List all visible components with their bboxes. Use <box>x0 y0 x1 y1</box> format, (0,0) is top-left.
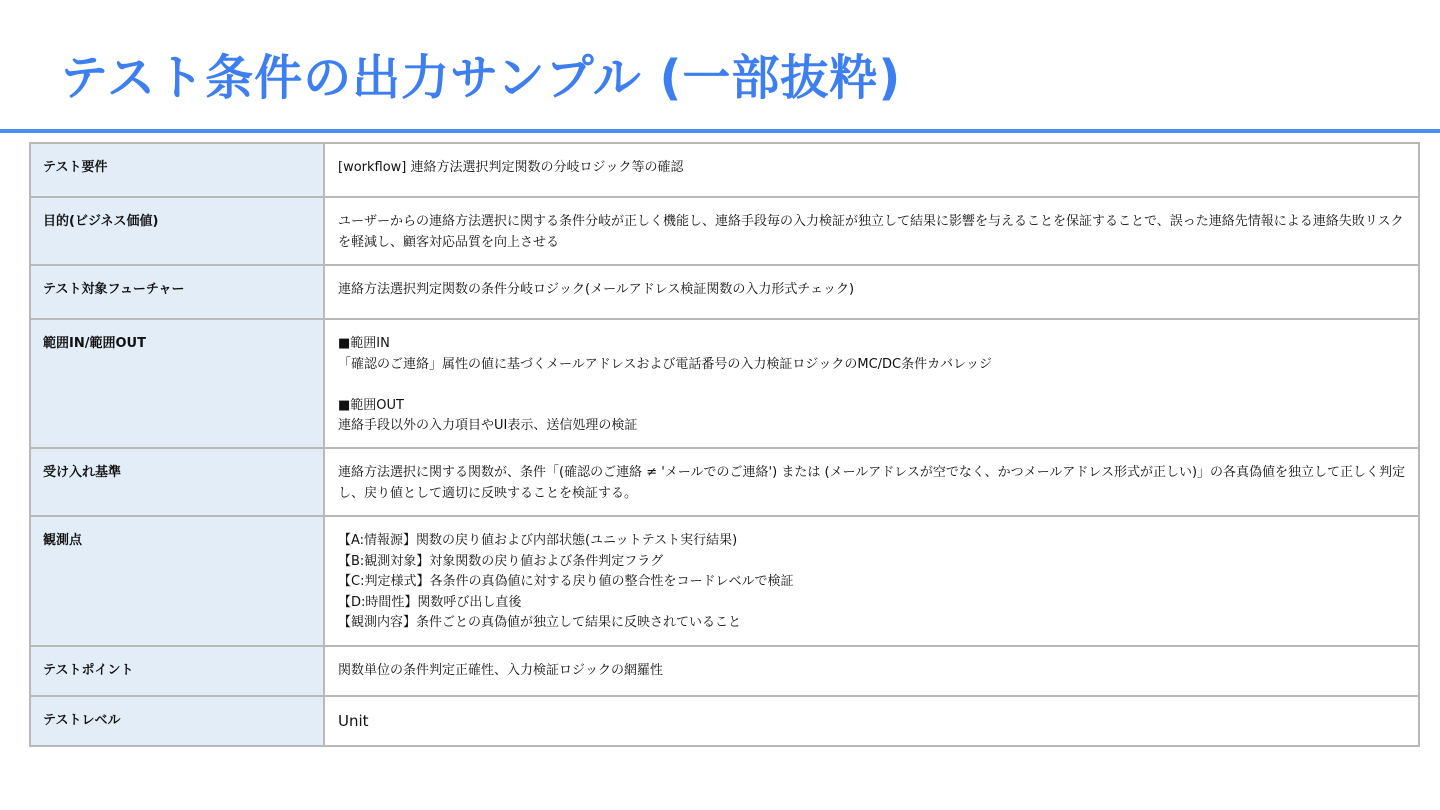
table-row-test-points <box>30 646 1419 696</box>
table-row-observation-points <box>30 516 1419 646</box>
row-value: ■範囲IN 「確認のご連絡」属性の値に基づくメールアドレスおよび電話番号の入力検証ロジックのMC/DC条件カバレッジ ■範囲OUT 連絡手段以外の入力項目やUI表示、送信処理の検証 <box>324 319 1419 448</box>
row-label: 範囲IN/範囲OUT <box>30 319 324 448</box>
table-row-purpose <box>30 197 1419 265</box>
row-label: テストレベル <box>30 696 324 746</box>
row-value: Unit <box>324 696 1419 746</box>
table-row-target-feature <box>30 265 1419 319</box>
row-label: 目的(ビジネス価値) <box>30 197 324 265</box>
row-value: 関数単位の条件判定正確性、入力検証ロジックの網羅性 <box>324 646 1419 696</box>
table-row-scope <box>30 319 1419 448</box>
row-label: テスト要件 <box>30 143 324 197</box>
table-row-test-level <box>30 696 1419 746</box>
row-label: 観測点 <box>30 516 324 646</box>
row-value: 連絡方法選択判定関数の条件分岐ロジック(メールアドレス検証関数の入力形式チェック) <box>324 265 1419 319</box>
test-condition-table <box>29 142 1420 747</box>
page-title: テスト条件の出力サンプル (一部抜粋) <box>60 50 902 106</box>
table-row-acceptance-criteria <box>30 448 1419 516</box>
title-divider <box>0 129 1440 133</box>
row-value: [workflow] 連絡方法選択判定関数の分岐ロジック等の確認 <box>324 143 1419 197</box>
row-label: 受け入れ基準 <box>30 448 324 516</box>
table-row-test-requirement <box>30 143 1419 197</box>
row-value: 連絡方法選択に関する関数が、条件「(確認のご連絡 ≠ 'メールでのご連絡') または (メールアドレスが空でなく、かつメールアドレス形式が正しい)」の各真偽値を独立して正しく判定し、戻り値として適切に反映することを検証する。 <box>324 448 1419 516</box>
row-value: 【A:情報源】関数の戻り値および内部状態(ユニットテスト実行結果) 【B:観測対象】対象関数の戻り値および条件判定フラグ 【C:判定様式】各条件の真偽値に対する戻り値の整合性をコードレベルで検証 【D:時間性】関数呼び出し直後 【観測内容】条件ごとの真偽値が独立して結果に反映されていること <box>324 516 1419 646</box>
row-label: テストポイント <box>30 646 324 696</box>
row-value: ユーザーからの連絡方法選択に関する条件分岐が正しく機能し、連絡手段毎の入力検証が独立して結果に影響を与えることを保証することで、誤った連絡先情報による連絡失敗リスクを軽減し、顧客対応品質を向上させる <box>324 197 1419 265</box>
row-label: テスト対象フューチャー <box>30 265 324 319</box>
